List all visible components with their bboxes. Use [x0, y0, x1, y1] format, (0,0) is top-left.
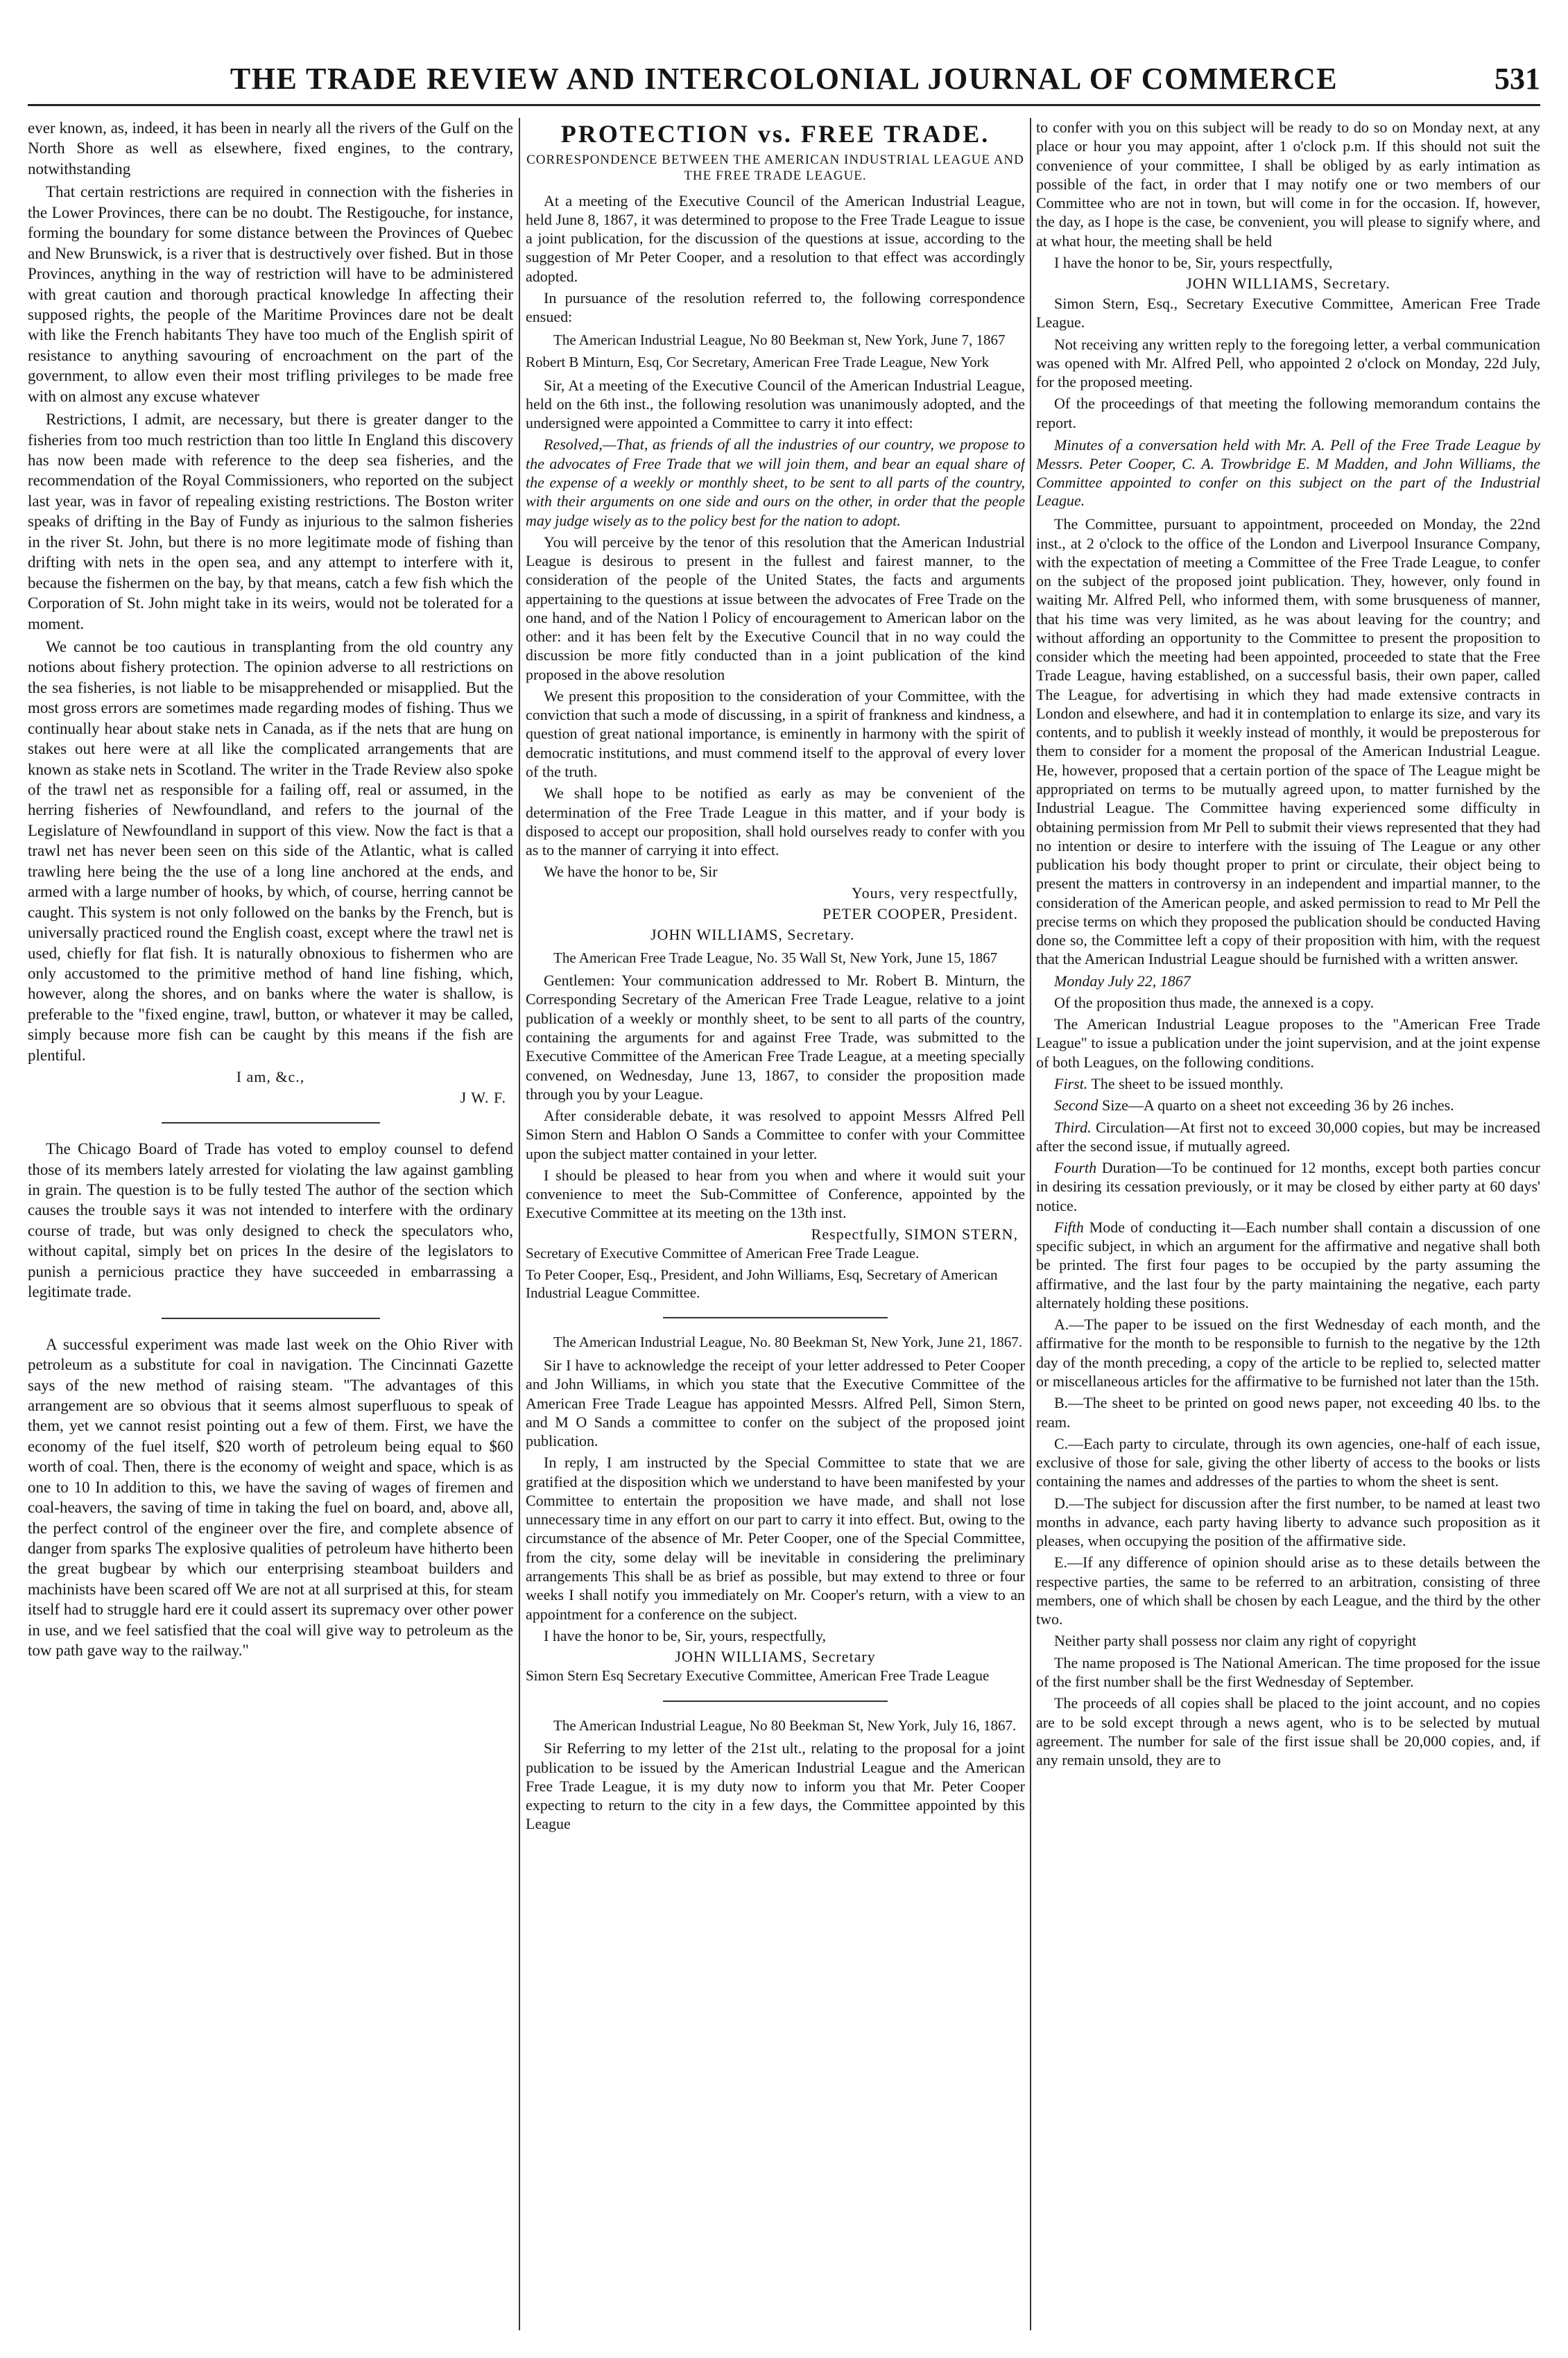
letter-signature-title: Secretary of Executive Committee of American Free Trade League. [526, 1244, 920, 1262]
condition-label: Fourth [1054, 1159, 1097, 1177]
letter-paragraph: I have the honor to be, Sir, yours, respectfully, [544, 1626, 827, 1644]
resolution-paragraph: Resolved,—That, as friends of all the industries of our country, we propose to the advocates of Free Trade that we will join them, and bear an equal share of the expense of a weekly or monthly sheet, to be sent to all parts of the country, with their arguments on one side and ours on the other, in order that the people may judge wisely as to the policy best for the nation to adopt. [526, 436, 1025, 529]
condition-text: Size—A quarto on a sheet not exceeding 36 by 26 inches. [1102, 1096, 1454, 1115]
letter-signature: JOHN WILLIAMS, Secretary [675, 1648, 876, 1666]
page-number: 531 [1494, 62, 1540, 96]
letter-paragraph: In reply, I am instructed by the Special Committee to state that we are gratified at the disposition which we understand to have been manifested by your Committee to entertain the proposition we have made, and shall not lose unnecessary time in any effort on our part to carry it into effect. But, owing to the circumstance of the absence of Mr. Peter Cooper, one of the Special Committee, from the city, some delay will be inevitable in considering the preliminary arrangements This shall be as brief as possible, but may extend to three or four weeks I shall notify you immediately on Mr. Cooper's return, with a view to an appointment for a conference on the subject. [526, 1454, 1025, 1623]
condition-text: The name proposed is The National American. The time proposed for the issue of the first number shall be the first Wednesday of September. [1036, 1653, 1540, 1690]
letter-paragraph: Sir, At a meeting of the Executive Council of the American Industrial League, held on the 6th inst., the following resolution was unanimously adopted, and the undersigned were appointed a Committee to carry it into effect: [526, 376, 1025, 432]
letter-signature: Respectfully, SIMON STERN, [811, 1225, 1018, 1243]
report-paragraph: Of the proposition thus made, the annexed is a copy. [1054, 993, 1375, 1011]
intro-paragraph: At a meeting of the Executive Council of the American Industrial League, held June 8, 1867, it was determined to propose to the Free Trade League to issue a joint publication, for the discussion of the questions at issue, according to the suggestion of Mr Peter Cooper, and a resolution to that effect was accordingly adopted. [526, 191, 1025, 285]
report-paragraph: Of the proceedings of that meeting the following memorandum contains the report. [1036, 395, 1540, 431]
article-separator [162, 1122, 380, 1124]
header-rule [28, 104, 1540, 106]
letter-recipient: Simon Stern, Esq., Secretary Executive Committee, American Free Trade League. [1036, 295, 1540, 332]
minutes-date: Monday July 22, 1867 [1054, 972, 1191, 990]
proposal-condition [1036, 1434, 1540, 1491]
condition-text: Circulation—At first not to exceed 30,000 copies, but may be increased after the second issue, if mutually agreed. [1036, 1118, 1540, 1155]
proposal-conditions [1036, 1074, 1540, 1769]
proposal-condition [1036, 1694, 1540, 1769]
letter-paragraph: to confer with you on this subject will be ready to do so on Monday next, at any place or hour you may appoint, after 1 o'clock p.m. If this should not suit the convenience of your committee, I shall be obliged by as early intimation as possible of the fact, in order that I may notify one or two members of our Committee who are not in town, but will come in for the occasion. If, however, the day, as I hope is the case, be convenient, you will please to signify where, and at what hour, the meeting shall be held [1036, 119, 1540, 250]
proposal-intro: The American Industrial League proposes to the "American Free Trade League" to issue a publication under the joint supervision, and at the joint expense of both Leagues, on the following conditions. [1036, 1015, 1540, 1071]
proposal-condition [1036, 1118, 1540, 1156]
letter-paragraph: I should be pleased to hear from you when and where it would suit your convenience to meet the Sub-Committee of Conference, appointed by the Executive Committee at its meeting on the 13th inst. [526, 1166, 1025, 1222]
condition-text: E.—If any difference of opinion should arise as to these details between the respective parties, the same to be referred to an arbitration, consisting of three members, one of which shall be chosen by each League, and the third by the other two. [1036, 1554, 1540, 1628]
column-divider [519, 118, 520, 2330]
condition-text: Neither party shall possess nor claim any right of copyright [1054, 1632, 1417, 1650]
intro-paragraph: In pursuance of the resolution referred to, the following correspondence ensued: [526, 289, 1025, 326]
proposal-condition [1036, 1553, 1540, 1628]
petroleum-item: A successful experiment was made last week on the Ohio River with petroleum as a substitute for coal in navigation. The Cincinnati Gazette says of the new method of raising steam. "The advantages of this arrangement are so obvious that it seems almost superfluous to speak of them, yet we cannot resist pointing out a few of them. First, we have the economy of the fuel itself, $20 worth of petroleum being equal to $60 worth of coal. Then, there is the economy of weight and space, which is as one to 10 In addition to this, we have the saving of wages of firemen and coal-heavers, the saving of time in taking the fuel on board, and, above all, the perfect control of the engineer over the fire, and complete absence of danger from sparks The explosive qualities of petroleum have hitherto been the great bugbear by which our enterprising steamboat builders and machinists have been scared off We are not at all surprised at this, for steam itself had to struggle hard ere it could assert its supremacy over other power in use, and we feel satisfied that the coal will give way to petroleum as the tow path gave way to the railway." [28, 1335, 513, 1660]
condition-text: B.—The sheet to be printed on good news paper, not exceeding 40 lbs. to the ream. [1036, 1394, 1540, 1431]
column-divider [1030, 118, 1031, 2330]
article-heading: PROTECTION vs. FREE TRADE. [560, 120, 990, 148]
condition-text: Mode of conducting it—Each number shall contain a discussion of one specific subject, in which an argument for the affirmative and negative shall both be printed. The first four pages to be occupied by the party assuming the affirmative, and the last four by the party maintaining the negative, each party alternately holding these positions. [1036, 1218, 1540, 1311]
article-paragraph: Restrictions, I admit, are necessary, but there is greater danger to the fisheries from too much restriction than too little In England this discovery has now been made with reference to the deep sea fisheries, and the recommendation of the Royal Commissioners, who reported on the subject last year, was in favor of repealing existing restrictions. The Boston writer speaks of drifting in the Bay of Fundy as injurious to the salmon fisheries in the river St. John, but there is no more legitimate mode of fishing than drifting with nets in the open sea, and any attempt to interfere with it, because the fishermen on the bay, by that means, catch a few fish which the Corporation of St. John might take in its weirs, would not be tolerated for a moment. [28, 411, 513, 632]
article-separator [162, 1318, 380, 1319]
column-right [1036, 118, 1540, 2337]
letter-separator [663, 1317, 888, 1318]
proposal-condition [1036, 1653, 1540, 1692]
letter-signature: PETER COOPER, President. [822, 904, 1018, 922]
condition-label: Third. [1054, 1118, 1092, 1136]
condition-label: Second [1054, 1096, 1099, 1115]
journal-title: THE TRADE REVIEW AND INTERCOLONIAL JOURNAL OF COMMERCE [230, 62, 1338, 96]
column-middle [526, 118, 1025, 2337]
letter-paragraph: After considerable debate, it was resolved to appoint Messrs Alfred Pell Simon Stern and Hablon O Sands a Committee to confer with your Committee upon the subject matter contained in your letter. [526, 1107, 1025, 1162]
letter-dateline: The American Industrial League, No 80 Beekman St, New York, July 16, 1867. [553, 1716, 1017, 1734]
proposal-condition [1036, 1631, 1540, 1650]
page-header [0, 0, 1568, 111]
proposal-condition [1036, 1096, 1540, 1115]
minutes-heading: Minutes of a conversation held with Mr. A. Pell of the Free Trade League by Messrs. Peter Cooper, C. A. Trowbridge E. M Madden, and John Williams, the Committee appointed to confer on this subject on the part of the Industrial League. [1036, 436, 1540, 510]
letter-closing: I am, &c., [236, 1068, 305, 1086]
letter-recipient: To Peter Cooper, Esq., President, and John Williams, Esq, Secretary of American Industrial League Committee. [526, 1266, 998, 1301]
letter-dateline: The American Industrial League, No 80 Beekman st, New York, June 7, 1867 [553, 332, 1006, 349]
letter-separator [663, 1701, 888, 1702]
letter-dateline: The American Free Trade League, No. 35 Wall St, New York, June 15, 1867 [553, 949, 998, 966]
proposal-condition [1036, 1158, 1540, 1215]
letter-addressee: Robert B Minturn, Esq, Cor Secretary, American Free Trade League, New York [526, 354, 990, 371]
article-paragraph: We cannot be too cautious in transplanting from the old country any notions about fishery protection. The opinion adverse to all restrictions on the sea fisheries, is not liable to be misapprehended or misapplied. But the most gross errors are sometimes made regarding modes of fishing. Thus we continually hear about stake nets in Canada, as if the nets that are hung on stakes out here were at all like the complicated arrangements that are known as stake nets in Scotland. The writer in the Trade Review also spoke of the trawl net as responsible for a failing off, real or assumed, in the herring fisheries of Newfoundland, and refers to the journal of the Legislature of Newfoundland in support of this view. Now the fact is that a trawl net has never been seen on this side of the Atlantic, what is called trawling here being the the use of a long line anchored at the ends, and armed with a large number of hooks, by which, of course, herring cannot be caught. This system is not only followed on the banks by the French, but is universally practiced round the English coast, except where the trawl net is used, chiefly for flat fish. It is naturally obnoxious to fishermen who are only accustomed to the primitive method of hand line fishing, which, however, along the shores, and on banks where the water is shallow, is preferable to the "fixed engine, trawl, button, or whatever it may be called, simply because more fish can be caught by this means if the fish are plentiful. [28, 637, 513, 1064]
condition-text: Duration—To be continued for 12 months, except both parties concur in desiring its cessation previously, or it may be closed by either party at 60 days' notice. [1036, 1159, 1540, 1214]
article-subheading: CORRESPONDENCE BETWEEN THE AMERICAN INDUSTRIAL LEAGUE AND THE FREE TRADE LEAGUE. [526, 153, 1024, 183]
condition-text: D.—The subject for discussion after the first number, to be named at least two months in advance, each party having liberty to advance such proposition as it pleases, when occupying the position of the affirmative side. [1036, 1494, 1540, 1550]
letter-paragraph: You will perceive by the tenor of this resolution that the American Industrial League is desirous to present in the fullest and fairest manner, to the consideration of the people of the United States, the facts and arguments appertaining to the questions at issue between the advocates of Free Trade on the one hand, and of the Nation l Policy of encouragement to American labor on the other: and it has been felt by the Executive Council that in no way could the discussion be more fitly conducted than in a joint publication of the kind proposed in the above resolution [526, 533, 1025, 683]
letter-paragraph: We shall hope to be notified as early as may be convenient of the determination of the Free Trade League in this matter, and if your body is disposed to accept our proposition, shall hold ourselves ready to confer with you as to the manner of carrying it into effect. [526, 784, 1025, 859]
letter-signature: J W. F. [460, 1089, 506, 1107]
minutes-paragraph: The Committee, pursuant to appointment, proceeded on Monday, the 22nd inst., at 2 o'clock to the office of the London and Liverpool Insurance Company, with the expectation of meeting a Committee of the Free Trade League, to confer on the subject of the proposed joint publication. They, however, only found in waiting Mr. Alfred Pell, who informed them, with some brusqueness of manner, that his time was very limited, as he was about leaving for the country; and without affording an opportunity to the Committee to present the proposition to consider which the meeting had been appointed, proceeded to state that the Free Trade League, having established, on a successful basis, their own paper, called The League, for advertising in which they had made extensive contracts in London and elsewhere, and had it in contemplation to enlarge its size, and vary its contents, and to publish it weekly instead of monthly, it would be preposterous for them to consider for a moment the proposal of the American Industrial League. He, however, proposed that a certain portion of the space of The League might be appropriated on terms to be mutually agreed upon, to matter furnished by the Industrial League. The Committee having experienced some difficulty in obtaining permission from Mr Pell to submit their views represented that they had no intention or desire to interfere with the issuing of The League or any other publication his body thought proper to print or circulate, their object being to present the matters in controversy in an independent and impartial manner, to the consideration of the American people, and asked permission to read to Mr Pell the precise terms on which they proposed the publication should be conducted Having done so, the Committee left a copy of their proposition with him, with the request that the American Industrial League should be furnished with a written answer. [1036, 515, 1540, 968]
proposal-condition [1036, 1315, 1540, 1391]
article-paragraph: ever known, as, indeed, it has been in nearly all the rivers of the Gulf on the North Shore as well as elsewhere, fixed engines, to the contrary, notwithstanding [28, 119, 513, 178]
letter-paragraph: I have the honor to be, Sir, yours respectfully, [1054, 253, 1333, 271]
proposal-condition [1036, 1074, 1540, 1093]
letter-dateline: The American Industrial League, No. 80 Beekman St, New York, June 21, 1867. [553, 1334, 1022, 1351]
proposal-condition [1036, 1393, 1540, 1431]
letter-paragraph: Sir Referring to my letter of the 21st ult., relating to the proposal for a joint publication to be issued by the American Industrial League and the American Free Trade League, it is my duty now to inform you that Mr. Peter Cooper expecting to return to the city in a few days, the Committee appointed by this League [526, 1739, 1025, 1833]
proposal-condition [1036, 1494, 1540, 1551]
condition-label: Fifth [1054, 1218, 1084, 1236]
letter-signature: JOHN WILLIAMS, Secretary. [651, 925, 855, 943]
article-paragraph: That certain restrictions are required in connection with the fisheries in the Lower Provinces, there can be no doubt. The Restigouche, for instance, forming the boundary for some distance between the Provinces of Quebec and New Brunswick, is a river that is destructively over fished. But in those Provinces, anything in the way of restriction will have to be administered with great caution and thorough practical knowledge In affecting their supposed rights, the people of the Maritime Provinces dare not be dealt with like the French habitants They have too much of the English spirit of resistance to anything savouring of encroachment on the part of the government, to allow even their most trifling privileges to be made free with on almost any excuse whatever [28, 183, 513, 405]
condition-text: The proceeds of all copies shall be placed to the joint account, and no copies are to be sold except through a news agent, who is to be selected by mutual agreement. The number for sale of the first issue shall be 20,000 copies, and, if any remain unsold, they are to [1036, 1694, 1540, 1769]
condition-label: First. [1054, 1075, 1088, 1092]
letter-paragraph: We present this proposition to the consideration of your Committee, with the conviction that such a mode of discussing, in a spirit of frankness and kindness, a question of great national importance, is eminently in harmony with the spirit of democratic institutions, and must commend itself to the approval of every lover of the truth. [526, 687, 1025, 780]
letter-paragraph: We have the honor to be, Sir [544, 863, 718, 881]
chicago-board-item: The Chicago Board of Trade has voted to employ counsel to defend those of its members lately arrested for violating the law against gambling in grain. The question is to be fully tested The author of the section which causes the trouble says it was not intended to interfere with the ordinary course of trade, but was only designed to check the speculators who, without capital, simply bet on prices In the desire of the legislators to punish a pernicious practice they have succeeded in embarrassing a legitimate trade. [28, 1140, 513, 1301]
column-left [28, 118, 513, 2337]
letter-paragraph: Gentlemen: Your communication addressed to Mr. Robert B. Minturn, the Corresponding Secretary of the American Free Trade League, relative to a joint publication of a weekly or monthly sheet, to be sent to all parts of the country, containing the arguments for and against Free Trade, was submitted to the Executive Committee of the American Free Trade League, at a meeting specially convened, on Wednesday, June 13, 1867, to consider the proposition made through you by your League. [526, 972, 1025, 1103]
condition-text: C.—Each party to circulate, through its own agencies, one-half of each issue, exclusive of those for sale, giving the other liberty of access to the books or lists containing the names and addresses of the parties to whom the sheet is sent. [1036, 1434, 1540, 1490]
condition-text: A.—The paper to be issued on the first Wednesday of each month, and the affirmative for the month to be responsible to furnish to the negative by the 12th day of the month preceding, a copy of the article to be replied to, selected matter or miscellaneous articles for the affirmative to be furnished not later than the 15th. [1036, 1316, 1540, 1390]
letter-signature: JOHN WILLIAMS, Secretary. [1186, 275, 1390, 293]
report-paragraph: Not receiving any written reply to the foregoing letter, a verbal communication was opened with Mr. Alfred Pell, who appointed 2 o'clock on Monday, 22d July, for the proposed meeting. [1036, 335, 1540, 391]
letter-paragraph: Sir I have to acknowledge the receipt of your letter addressed to Peter Cooper and John Williams, in which you state that the Executive Committee of the American Free Trade League has appointed Messrs. Alfred Pell, Simon Stern, and M O Sands a committee to confer on the subject of the proposed joint publication. [526, 1357, 1025, 1450]
letter-recipient: Simon Stern Esq Secretary Executive Committee, American Free Trade League [526, 1667, 990, 1685]
condition-text: The sheet to be issued monthly. [1091, 1075, 1284, 1092]
proposal-condition [1036, 1218, 1540, 1312]
letter-signoff: Yours, very respectfully, [851, 884, 1018, 902]
